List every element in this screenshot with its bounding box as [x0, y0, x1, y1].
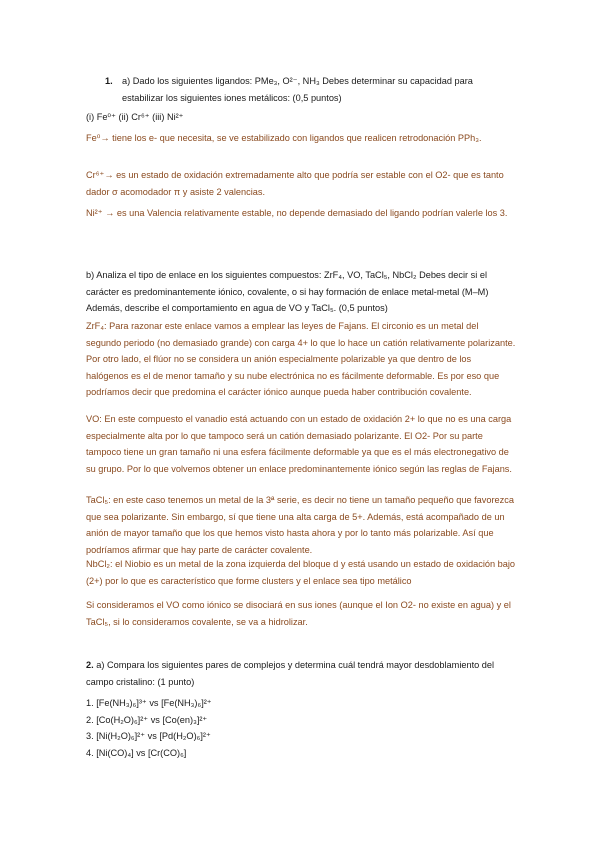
answer-fe: Fe⁰→ tiene los e- que necesita, se ve estabilizado con ligandos que realicen retrodonación PPh₃. — [86, 133, 482, 143]
answer-cr: Cr⁶⁺→ es un estado de oxidación extremadamente alto que podría ser estable con el O2- que es tanto dador σ acomodador π y asiste 2 valencias. — [86, 170, 504, 197]
answer-water-behaviour: Si consideramos el VO como iónico se disociará en sus iones (aunque el Ion O2- no existe en agua) y el TaCl₅, si lo consideramos covalente, se va a hidrolizar. — [86, 600, 511, 627]
list-item: 1. [Fe(NH₃)₆]³⁺ vs [Fe(NH₃)₆]²⁺ — [86, 698, 212, 708]
question-1-number: 1. — [105, 76, 113, 86]
answer-nbcl2: NbCl₂: el Niobio es un metal de la zona izquierda del bloque d y está usando un estado de oxidación bajo (2+) por lo que es característico que forme clusters y el enlace sea tipo metálico — [86, 559, 516, 586]
answer-vo: VO: En este compuesto el vanadio está actuando con un estado de oxidación 2+ lo que no es una carga especialmente alta por lo que tampoco será un catión demasiado polarizante. El O2- Por su parte tampoco tiene un gran tamaño ni una esfera fácilmente deformable ya que es el más electronegativo de su grupo. Por lo que volvemos obtener un enlace predominantemente iónico según las reglas de Fajans. — [86, 414, 512, 474]
question-1-ions: (i) Fe⁰⁺ (ii) Cr⁶⁺ (iii) Ni²⁺ — [86, 112, 184, 122]
answer-ni: Ni²⁺ → es una Valencia relativamente estable, no depende demasiado del ligando podrían valerle los 3. — [86, 208, 508, 218]
question-2-text: a) Compara los siguientes pares de complejos y determina cuál tendrá mayor desdoblamiento del campo cristalino: (1 punto) — [86, 660, 495, 687]
question-1-prompt — [105, 73, 515, 106]
question-2-prompt — [86, 657, 516, 690]
complex-pairs-list — [86, 695, 516, 761]
list-item: 3. [Ni(H₂O)₆]²⁺ vs [Pd(H₂O)₆]²⁺ — [86, 731, 211, 741]
question-1-text: a) Dado los siguientes ligandos: PMe₃, O²⁻, NH₃ Debes determinar su capacidad para estabilizar los siguientes iones metálicos: (0,5 puntos) — [122, 76, 473, 103]
answer-zrf4: ZrF₄: Para razonar este enlace vamos a emplear las leyes de Fajans. El circonio es un metal del segundo periodo (no demasiado grande) con carga 4+ lo que lo hace un catión relativamente polarizante. Por otro lado, el flúor no se considera un anión especialmente polarizable ya que dentro de los halógenos es el de menor tamaño y su nube electrónica no es fácilmente deformable. Es por eso que podríamos decir que predomina el carácter iónico aunque pueda haber contribución covalente. — [86, 321, 516, 397]
list-item: 4. [Ni(CO)₄] vs [Cr(CO)₆] — [86, 747, 187, 758]
question-2-number: 2. — [86, 660, 94, 670]
answer-tacl5: TaCl₅: en este caso tenemos un metal de la 3ª serie, es decir no tiene un tamaño pequeño que favorezca que sea polarizante. Sin embargo, sí que tiene una alta carga de 5+. Además, está acompañado de un anión de mayor tamaño que los que hemos visto hasta ahora y por lo tanto más polarizable. Así que podríamos afirmar que hay parte de carácter covalente. — [86, 495, 514, 555]
list-item: 2. [Co(H₂O)₆]²⁺ vs [Co(en)₃]²⁺ — [86, 714, 208, 725]
question-1b-prompt: b) Analiza el tipo de enlace en los siguientes compuestos: ZrF₄, VO, TaCl₅, NbCl₂ Debes decir si el carácter es predominantemente iónico, covalente, o si hay formación de enlace metal-metal (M–M) Además, describe el comportamiento en agua de VO y TaCl₅. (0,5 puntos) — [86, 270, 489, 313]
